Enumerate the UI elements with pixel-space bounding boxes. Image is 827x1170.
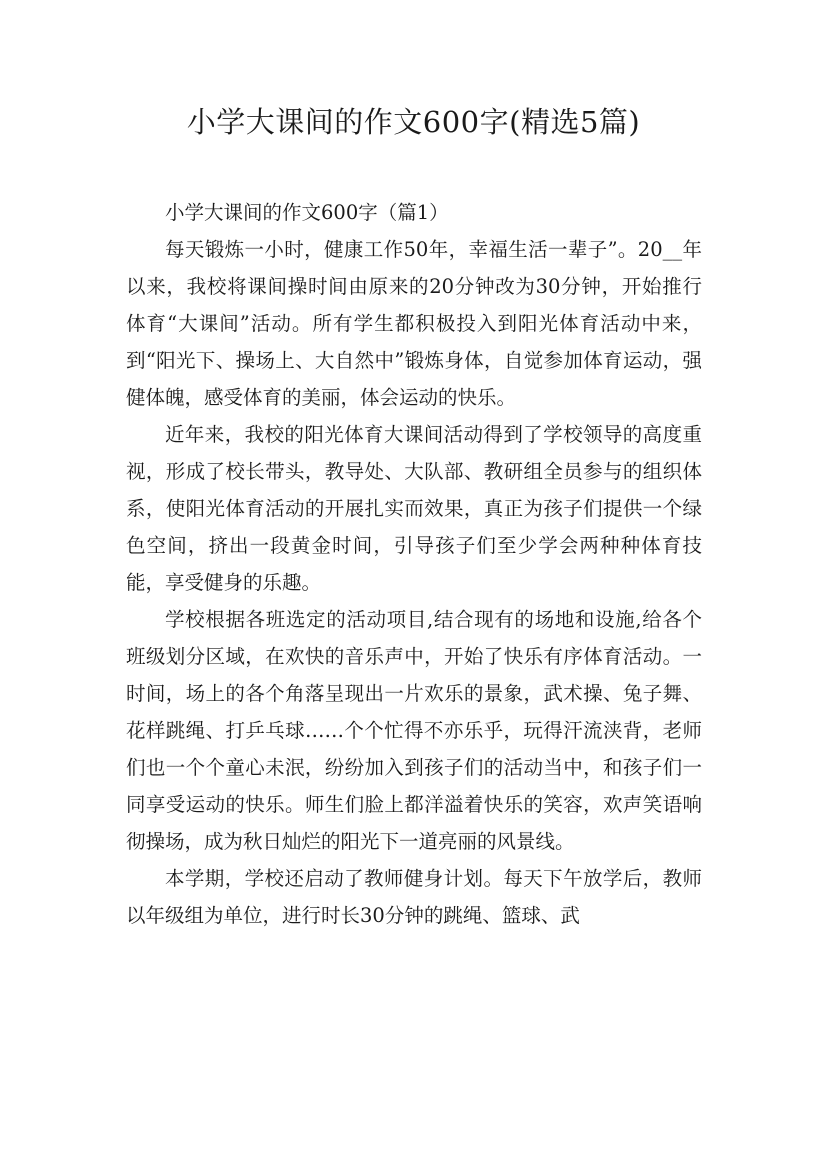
paragraph: 本学期，学校还启动了教师健身计划。每天下午放学后，教师以年级组为单位，进行时长30分钟的跳绳、篮球、武 bbox=[126, 867, 702, 927]
document-title: 小学大课间的作文600字(精选5篇) bbox=[186, 105, 641, 139]
paragraph: 近年来，我校的阳光体育大课间活动得到了学校领导的高度重视，形成了校长带头，教导处、大队部、教研组全员参与的组织体系，使阳光体育活动的开展扎实而效果，真正为孩子们提供一个绿色空间，挤出一段黄金时间，引导孩子们至少学会两种种体育技能，享受健身的乐趣。 bbox=[126, 423, 702, 594]
paragraph: 学校根据各班选定的活动项目,结合现有的场地和设施,给各个班级划分区域，在欢快的音乐声中，开始了快乐有序体育活动。一时间，场上的各个角落呈现出一片欢乐的景象，武术操、兔子舞、花样跳绳、打乒乓球……个个忙得不亦乐乎，玩得汗流浃背，老师们也一个个童心未泯，纷纷加入到孩子们的活动当中，和孩子们一同享受运动的快乐。师生们脸上都洋溢着快乐的笑容，欢声笑语响彻操场，成为秋日灿烂的阳光下一道亮丽的风景线。 bbox=[126, 608, 702, 853]
document-body bbox=[126, 194, 702, 934]
section-heading: 小学大课间的作文600字（篇1） bbox=[165, 201, 449, 224]
paragraph: 每天锻炼一小时，健康工作50年，幸福生活一辈子”。20__年以来，我校将课间操时间由原来的20分钟改为30分钟，开始推行体育“大课间”活动。所有学生都积极投入到阳光体育活动中来，到“阳光下、操场上、大自然中”锻炼身体，自觉参加体育运动，强健体魄，感受体育的美丽，体会运动的快乐。 bbox=[126, 238, 702, 409]
